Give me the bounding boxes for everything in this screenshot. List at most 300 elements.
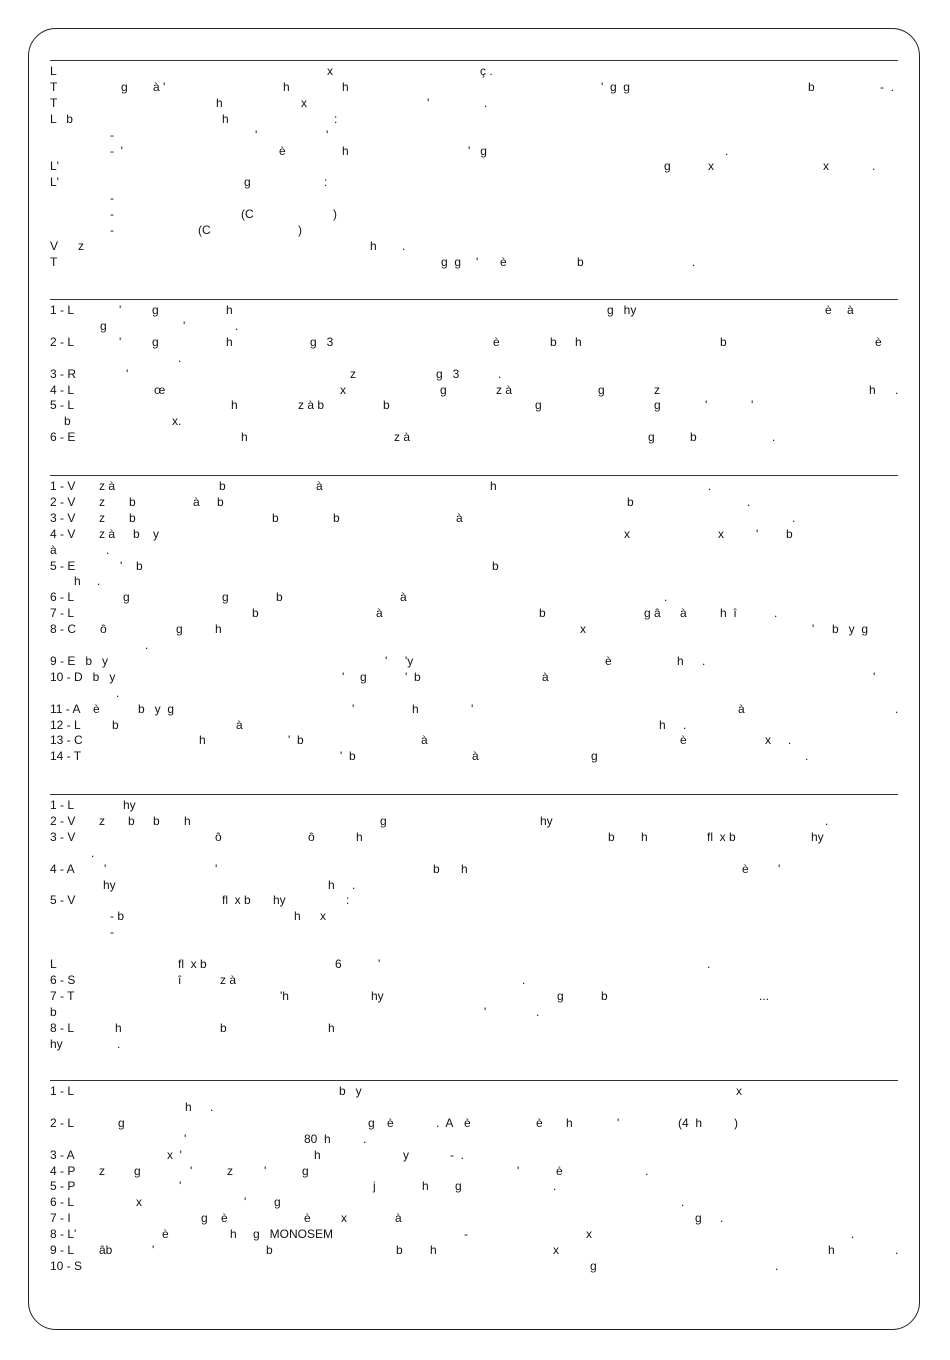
text-fragment: - . [880, 79, 894, 94]
text-fragment: 9 - L [50, 1243, 75, 1257]
text-fragment: . [825, 813, 829, 828]
text-fragment: . [720, 1211, 724, 1226]
text-fragment: ô [308, 829, 315, 844]
text-fragment: g [360, 669, 367, 684]
text-fragment: œ [154, 382, 166, 397]
text-fragment: ' g g [601, 79, 630, 94]
text-fragment: b [220, 1020, 227, 1035]
text-line [50, 255, 898, 269]
text-line [50, 239, 898, 253]
text-fragment: b [153, 813, 160, 828]
text-line [50, 893, 898, 907]
text-fragment: b [272, 510, 279, 525]
text-fragment: b [577, 254, 584, 269]
text-fragment: 7 - I [50, 1211, 71, 1226]
text-fragment: . [352, 877, 356, 892]
text-fragment: ô [215, 829, 222, 844]
text-line [50, 414, 898, 428]
text-line [50, 319, 898, 333]
text-fragment: ' [255, 127, 258, 142]
text-fragment: b [550, 334, 557, 349]
text-fragment: 3 - A [50, 1147, 75, 1162]
text-fragment: hy [273, 893, 286, 908]
text-fragment: b [128, 813, 135, 828]
text-fragment: ' [812, 622, 815, 637]
text-fragment: g 3 [436, 366, 460, 381]
text-fragment: 6 - L [50, 1195, 75, 1210]
text-fragment: ' [427, 95, 430, 110]
text-fragment: y [403, 1147, 409, 1162]
text-fragment: ) [333, 207, 337, 222]
section-rule [50, 475, 898, 476]
text-fragment: g â [644, 606, 661, 621]
text-fragment: : [324, 175, 328, 190]
text-line [50, 1037, 898, 1051]
text-line [50, 622, 898, 636]
text-fragment: 1 - L [50, 1084, 75, 1098]
text-fragment: h [226, 303, 233, 317]
text-fragment: 2 - V [50, 494, 76, 509]
text-fragment: g MONOSEM [253, 1227, 334, 1242]
text-fragment: x [340, 382, 346, 397]
text-fragment: h [314, 1147, 321, 1162]
text-fragment: j [373, 1179, 376, 1194]
text-line [50, 846, 898, 860]
text-line [50, 973, 898, 987]
text-fragment: . A [436, 1115, 454, 1130]
text-fragment: g [244, 175, 251, 190]
text-line [50, 1021, 898, 1035]
text-fragment: z à [99, 479, 116, 493]
text-fragment: z [99, 494, 105, 509]
text-fragment: h [294, 909, 301, 924]
text-fragment: : [346, 893, 350, 908]
text-fragment: . [792, 510, 796, 525]
text-fragment: h [461, 861, 468, 876]
text-line [50, 191, 898, 205]
text-fragment: z à [394, 430, 411, 445]
text-fragment: à [542, 669, 549, 684]
text-line [50, 383, 898, 397]
text-fragment: ' b [288, 733, 304, 748]
text-fragment: h [828, 1243, 835, 1257]
text-fragment: . [117, 1036, 121, 1051]
text-fragment: x [708, 159, 714, 174]
text-fragment: g [274, 1195, 281, 1210]
text-fragment: L [50, 64, 57, 78]
text-fragment: è [536, 1115, 543, 1130]
text-fragment: x [586, 1227, 592, 1242]
text-fragment: (C [241, 207, 254, 222]
text-line [50, 112, 898, 126]
text-fragment: 5 - V [50, 893, 76, 908]
text-fragment: . [683, 717, 687, 732]
text-fragment: . [851, 1227, 855, 1242]
text-fragment: g [648, 430, 655, 445]
text-fragment: 1 - L [50, 303, 75, 317]
text-fragment: - . [450, 1147, 464, 1162]
text-fragment: x [341, 1211, 347, 1226]
text-line [50, 64, 898, 78]
text-fragment: ) [298, 223, 302, 237]
text-fragment: g [134, 1163, 141, 1178]
text-fragment: è [825, 303, 832, 317]
text-line [50, 590, 898, 604]
text-fragment: g [590, 1258, 597, 1273]
text-line [50, 96, 898, 110]
text-fragment: z à [496, 382, 513, 397]
text-fragment: ô [100, 622, 107, 637]
text-line [50, 686, 898, 700]
text-fragment: L' [50, 175, 59, 190]
text-line [50, 479, 898, 493]
text-fragment: - [110, 207, 114, 222]
text-fragment: 6 - L [50, 590, 75, 605]
text-fragment: à [316, 479, 323, 493]
text-fragment: è [493, 334, 500, 349]
text-fragment: fl x b [707, 829, 736, 844]
text-fragment: . [536, 1004, 540, 1019]
text-line [50, 638, 898, 652]
text-line [50, 511, 898, 525]
text-fragment: . [498, 366, 502, 381]
text-fragment: à [456, 510, 463, 525]
text-fragment: b [786, 526, 793, 541]
text-fragment: à [50, 542, 57, 557]
text-fragment: g [591, 749, 598, 764]
text-fragment: è [387, 1115, 394, 1130]
text-fragment: g [598, 382, 605, 397]
text-fragment: L b [50, 111, 73, 126]
text-fragment: x [136, 1195, 142, 1210]
text-fragment: 7 - L [50, 606, 75, 621]
text-fragment: ' [120, 558, 123, 573]
text-fragment: . [895, 382, 899, 397]
text-fragment: 3 - V [50, 829, 76, 844]
text-fragment: g [152, 303, 159, 317]
text-fragment: è [279, 143, 286, 158]
text-fragment: g g [441, 254, 462, 269]
text-line [50, 1179, 898, 1193]
text-fragment: . [747, 494, 751, 509]
text-fragment: à [193, 494, 200, 509]
text-fragment: 8 - L' [50, 1227, 77, 1242]
text-fragment: g [123, 590, 130, 605]
text-fragment: 3 - V [50, 510, 76, 525]
text-line [50, 430, 898, 444]
text-line [50, 909, 898, 923]
text-fragment: ' [104, 861, 107, 876]
text-fragment: x [765, 733, 771, 748]
text-fragment: x [718, 526, 724, 541]
text-line [50, 654, 898, 668]
text-fragment: 4 - V [50, 526, 76, 541]
text-fragment: x [320, 909, 326, 924]
text-fragment: è [875, 334, 882, 349]
text-fragment: . [484, 95, 488, 110]
text-fragment: . [775, 1258, 779, 1273]
text-fragment: ) [734, 1115, 738, 1130]
text-fragment: b [133, 526, 140, 541]
text-fragment: b [50, 1004, 57, 1019]
text-fragment: . [522, 972, 526, 987]
text-fragment: è [605, 653, 612, 668]
text-fragment: à [376, 606, 383, 621]
text-fragment: à ' [153, 79, 166, 94]
text-fragment: 2 - L [50, 334, 75, 349]
text-fragment: g [152, 334, 159, 349]
text-fragment: . [210, 1099, 214, 1114]
text-fragment: - [110, 127, 114, 142]
text-line [50, 814, 898, 828]
text-line [50, 606, 898, 620]
text-fragment: ' [326, 127, 329, 142]
text-line [50, 1005, 898, 1019]
text-fragment: ' g [468, 143, 487, 158]
text-fragment: è [742, 861, 749, 876]
text-fragment: h [215, 622, 222, 637]
text-fragment: à [847, 303, 854, 317]
text-fragment: 12 - L [50, 717, 81, 732]
text-fragment: ' [126, 366, 129, 381]
text-fragment: b [608, 829, 615, 844]
text-fragment: b [112, 717, 119, 732]
text-fragment: ' [264, 1163, 267, 1178]
text-line [50, 128, 898, 142]
text-fragment: 8 - L [50, 1020, 75, 1035]
text-fragment: h [356, 829, 363, 844]
text-fragment: à [680, 606, 687, 621]
text-line [50, 1243, 898, 1257]
text-line [50, 989, 898, 1003]
text-line [50, 830, 898, 844]
text-fragment: . [774, 606, 778, 621]
text-fragment: 'y [405, 653, 414, 668]
text-fragment: h [575, 334, 582, 349]
text-fragment: h [412, 701, 419, 716]
text-fragment: . [708, 479, 712, 493]
text-fragment: è [680, 733, 687, 748]
text-fragment: ' [183, 318, 186, 333]
text-fragment: ' [778, 861, 781, 876]
text-fragment: ' [385, 653, 388, 668]
text-fragment: . [402, 238, 406, 253]
text-fragment: - [464, 1227, 468, 1242]
text-line [50, 559, 898, 573]
text-fragment: - [110, 925, 114, 940]
text-fragment: . [664, 590, 668, 605]
text-line [50, 207, 898, 221]
text-fragment: h [869, 382, 876, 397]
text-fragment: b y g [138, 701, 175, 716]
text-line [50, 574, 898, 588]
text-fragment: h [342, 79, 349, 94]
text-fragment: b [627, 494, 634, 509]
text-line [50, 1116, 898, 1130]
text-fragment: à [395, 1211, 402, 1226]
text-fragment: 10 - D b y [50, 669, 116, 684]
text-fragment: 4 - A [50, 861, 75, 876]
text-fragment: b [433, 861, 440, 876]
text-fragment: V z [50, 238, 85, 253]
text-fragment: g [664, 159, 671, 174]
text-fragment: - [110, 191, 114, 206]
text-fragment: b [539, 606, 546, 621]
text-fragment: . [116, 685, 120, 700]
text-fragment: à [738, 701, 745, 716]
text-line [50, 798, 898, 812]
text-fragment: à [472, 749, 479, 764]
section-rule [50, 60, 898, 61]
text-fragment: b [129, 510, 136, 525]
text-fragment: . [702, 653, 706, 668]
text-line [50, 1148, 898, 1162]
text-fragment: . [805, 749, 809, 764]
text-fragment: ' [119, 334, 122, 349]
text-fragment: ç . [480, 64, 493, 78]
text-fragment: b [129, 494, 136, 509]
text-fragment: h [283, 79, 290, 94]
text-line [50, 749, 898, 763]
text-fragment: hy [371, 988, 384, 1003]
text-fragment: ... [759, 988, 770, 1003]
text-fragment: h [216, 95, 223, 110]
text-fragment: 1 - L [50, 798, 75, 812]
text-fragment: x [736, 1084, 742, 1098]
text-fragment: b [217, 494, 224, 509]
text-fragment: b [333, 510, 340, 525]
text-line [50, 527, 898, 541]
text-line [50, 1195, 898, 1209]
text-fragment: h [422, 1179, 429, 1194]
text-fragment: ' [190, 1163, 193, 1178]
text-fragment: h [677, 653, 684, 668]
text-fragment: hy [123, 798, 136, 812]
text-line [50, 862, 898, 876]
text-fragment: x ' [167, 1147, 182, 1162]
text-fragment: z à [220, 972, 237, 987]
text-line [50, 1227, 898, 1241]
text-fragment: b [266, 1243, 273, 1257]
text-fragment: b [64, 414, 71, 429]
text-line [50, 495, 898, 509]
text-line [50, 80, 898, 94]
text-fragment: T [50, 254, 58, 269]
text-fragment: . [363, 1131, 367, 1146]
text-fragment: . [235, 318, 239, 333]
text-fragment: b [601, 988, 608, 1003]
text-fragment: ' [179, 1179, 182, 1194]
text-fragment: h [328, 1020, 335, 1035]
text-fragment: h [222, 111, 229, 126]
text-fragment: 4 - L [50, 382, 75, 397]
text-fragment: h [490, 479, 497, 493]
text-fragment: g [654, 398, 661, 413]
text-line [50, 398, 898, 412]
text-fragment: b [492, 558, 499, 573]
text-line [50, 1259, 898, 1273]
text-fragment: g 3 [310, 334, 334, 349]
text-fragment: h [115, 1020, 122, 1035]
text-line [50, 1211, 898, 1225]
text-fragment: 13 - C [50, 733, 83, 748]
text-line [50, 223, 898, 237]
text-fragment: . [145, 638, 149, 652]
text-fragment: - [110, 223, 114, 237]
text-fragment: b [276, 590, 283, 605]
text-fragment: . [707, 957, 711, 971]
text-line [50, 144, 898, 158]
text-fragment: è [556, 1163, 563, 1178]
text-fragment: x [624, 526, 630, 541]
text-fragment: ' [244, 1195, 247, 1210]
text-fragment: à [236, 717, 243, 732]
text-fragment: y [153, 526, 159, 541]
text-fragment: ' b [405, 669, 421, 684]
text-line [50, 957, 898, 971]
text-line [50, 543, 898, 557]
text-fragment: ' b [340, 749, 356, 764]
text-fragment: è [500, 254, 507, 269]
text-line [50, 941, 898, 955]
text-fragment: è [304, 1211, 311, 1226]
text-fragment: î [178, 972, 182, 987]
text-line [50, 733, 898, 747]
text-fragment: hy [50, 1036, 63, 1051]
text-fragment: . [692, 254, 696, 269]
text-fragment: 4 - P [50, 1163, 76, 1178]
text-fragment: z [99, 1163, 105, 1178]
text-fragment: z [99, 510, 105, 525]
text-fragment: 7 - T [50, 988, 75, 1003]
text-fragment: b [808, 79, 815, 94]
text-fragment: x. [172, 414, 182, 429]
text-fragment: ' [484, 1004, 487, 1019]
text-line [50, 367, 898, 381]
text-fragment: . [91, 845, 95, 860]
text-fragment: . [106, 542, 110, 557]
text-line [50, 159, 898, 173]
text-fragment: x [553, 1243, 559, 1257]
text-fragment: . [872, 159, 876, 174]
text-fragment: . [725, 143, 729, 158]
text-fragment: . [97, 574, 101, 589]
text-fragment: 2 - V [50, 813, 76, 828]
text-fragment: z [350, 366, 356, 381]
text-fragment: z [227, 1163, 233, 1178]
text-fragment: hy [103, 877, 116, 892]
text-fragment: ' [215, 861, 218, 876]
text-fragment: - b [110, 909, 125, 924]
text-fragment: g hy [607, 303, 637, 317]
text-line [50, 1132, 898, 1146]
text-fragment: h [342, 143, 349, 158]
text-fragment: . [895, 1243, 899, 1257]
text-fragment: 5 - L [50, 398, 75, 413]
text-fragment: . [553, 1179, 557, 1194]
text-line [50, 1084, 898, 1098]
text-fragment: h [566, 1115, 573, 1130]
text-fragment: b y [339, 1084, 362, 1098]
text-fragment: ' [352, 701, 355, 716]
text-fragment: à [400, 590, 407, 605]
text-fragment: h [185, 1099, 192, 1114]
text-fragment: g [695, 1211, 702, 1226]
text-fragment: è [221, 1211, 228, 1226]
text-fragment: 2 - L [50, 1115, 75, 1130]
text-fragment: 10 - S [50, 1258, 83, 1273]
text-fragment: : [334, 111, 338, 126]
